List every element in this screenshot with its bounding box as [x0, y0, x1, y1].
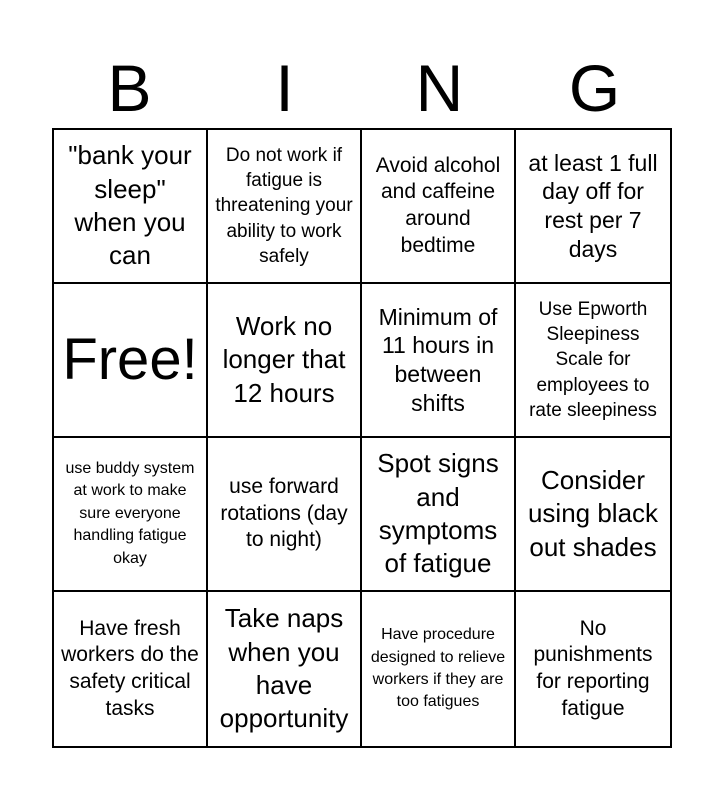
- bingo-cell-r1-c3[interactable]: [516, 284, 670, 438]
- bingo-header: [52, 48, 672, 128]
- cell-text: Use Epworth Sleepiness Scale for employees to rate sleepiness: [529, 298, 657, 421]
- bingo-cell-r3-c0[interactable]: [54, 592, 208, 746]
- bingo-cell-r3-c2[interactable]: [362, 592, 516, 746]
- cell-text: use forward rotations (day to night): [220, 475, 348, 552]
- cell-text: Minimum of 11 hours in between shifts: [378, 303, 498, 416]
- bingo-board: [52, 128, 672, 748]
- cell-text: Work no longer that 12 hours: [222, 311, 346, 408]
- header-letter-n: N: [415, 51, 464, 125]
- bingo-cell-r0-c2[interactable]: [362, 130, 516, 284]
- cell-text: Have procedure designed to relieve workers if they are too fatigues: [370, 626, 506, 711]
- cell-text: Have fresh workers do the safety critical tasks: [61, 616, 199, 720]
- cell-text: "bank your sleep" when you can: [68, 140, 192, 271]
- header-letter-i: I: [275, 51, 294, 125]
- bingo-cell-r0-c1[interactable]: [208, 130, 362, 284]
- cell-text: Spot signs and symptoms of fatigue: [377, 448, 499, 579]
- header-letter-b: B: [107, 51, 152, 125]
- bingo-cell-r1-c2[interactable]: [362, 284, 516, 438]
- bingo-cell-r3-c1[interactable]: [208, 592, 362, 746]
- bingo-cell-r2-c0[interactable]: [54, 438, 208, 592]
- bingo-cell-r0-c3[interactable]: [516, 130, 670, 284]
- header-letter-g: G: [568, 51, 621, 125]
- bingo-cell-r0-c0[interactable]: [54, 130, 208, 284]
- cell-text: Avoid alcohol and caffeine around bedtime: [375, 153, 501, 257]
- bingo-cell-r3-c3[interactable]: [516, 592, 670, 746]
- cell-text: Do not work if fatigue is threatening your ability to work safely: [215, 144, 353, 267]
- bingo-cell-r1-c1[interactable]: [208, 284, 362, 438]
- cell-text: No punishments for reporting fatigue: [533, 616, 653, 720]
- cell-text: Take naps when you have opportunity: [219, 603, 349, 734]
- cell-text: at least 1 full day off for rest per 7 days: [528, 149, 658, 262]
- bingo-cell-r2-c3[interactable]: [516, 438, 670, 592]
- cell-text: use buddy system at work to make sure everyone handling fatigue okay: [65, 460, 195, 567]
- bingo-cell-free[interactable]: [54, 284, 208, 438]
- free-space-text: Free!: [62, 326, 198, 392]
- bingo-cell-r2-c1[interactable]: [208, 438, 362, 592]
- cell-text: Consider using black out shades: [527, 465, 659, 562]
- bingo-cell-r2-c2[interactable]: [362, 438, 516, 592]
